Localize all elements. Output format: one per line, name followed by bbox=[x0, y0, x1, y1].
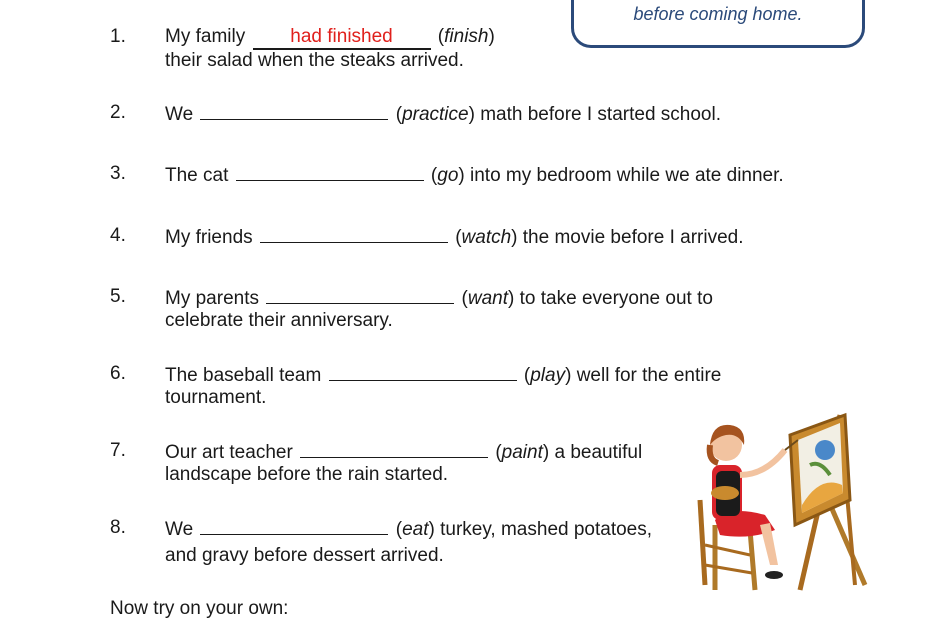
question-line: We (eat) turkey, mashed potatoes, bbox=[165, 516, 652, 542]
question-prefix: Our art teacher bbox=[165, 442, 293, 463]
question-prefix: My friends bbox=[165, 227, 253, 248]
question-prefix: My family bbox=[165, 26, 246, 47]
easel-icon bbox=[790, 415, 865, 590]
verb-hint: watch bbox=[461, 227, 512, 248]
question-continuation: tournament. bbox=[165, 387, 267, 408]
verb-hint: eat bbox=[402, 519, 429, 540]
question-continuation: celebrate their anniversary. bbox=[165, 310, 393, 331]
verb-hint: play bbox=[530, 365, 566, 386]
question-prefix: We bbox=[165, 519, 194, 540]
question-number: 4. bbox=[110, 225, 126, 246]
verb-hint: go bbox=[437, 165, 459, 186]
answer-blank[interactable] bbox=[236, 162, 424, 181]
question-line: Our art teacher (paint) a beautiful bbox=[165, 439, 642, 465]
footer-instruction: Now try on your own: bbox=[110, 598, 289, 619]
question-line: The cat (go) into my bedroom while we ate dinner. bbox=[165, 162, 784, 188]
verb-hint: practice bbox=[402, 104, 469, 125]
question-continuation: and gravy before dessert arrived. bbox=[165, 545, 444, 566]
question-suffix: the movie before I arrived. bbox=[522, 227, 744, 248]
answer-blank[interactable] bbox=[260, 224, 448, 243]
question-number: 1. bbox=[110, 26, 126, 47]
question-prefix: My parents bbox=[165, 288, 259, 309]
callout-text: before coming home. bbox=[633, 4, 803, 24]
question-line: My parents (want) to take everyone out to bbox=[165, 285, 713, 311]
answer-blank[interactable] bbox=[300, 439, 488, 458]
question-number: 2. bbox=[110, 102, 126, 123]
verb-hint: paint bbox=[501, 442, 543, 463]
question-line: My family had finished (finish) bbox=[165, 25, 495, 50]
question-suffix: well for the entire bbox=[576, 365, 722, 386]
answer-blank[interactable] bbox=[200, 101, 388, 120]
answer-blank[interactable] bbox=[200, 516, 388, 535]
question-continuation: landscape before the rain started. bbox=[165, 464, 449, 485]
question-number: 8. bbox=[110, 517, 126, 538]
question-number: 7. bbox=[110, 440, 126, 461]
question-prefix: We bbox=[165, 104, 194, 125]
example-callout-box bbox=[571, 0, 865, 48]
question-suffix: turkey, mashed potatoes, bbox=[440, 519, 653, 540]
question-line: We (practice) math before I started school. bbox=[165, 101, 721, 127]
question-suffix: into my bedroom while we ate dinner. bbox=[470, 165, 784, 186]
painter-at-easel-illustration bbox=[690, 405, 870, 595]
answer-blank[interactable] bbox=[329, 362, 517, 381]
question-continuation: their salad when the steaks arrived. bbox=[165, 50, 464, 71]
question-suffix: a beautiful bbox=[554, 442, 643, 463]
question-suffix: to take everyone out to bbox=[519, 288, 713, 309]
question-line: The baseball team (play) well for the entire bbox=[165, 362, 721, 388]
question-line: My friends (watch) the movie before I arrived. bbox=[165, 224, 744, 250]
question-prefix: The cat bbox=[165, 165, 229, 186]
question-number: 3. bbox=[110, 163, 126, 184]
verb-hint: finish bbox=[444, 26, 489, 47]
answer-blank-filled[interactable]: had finished bbox=[253, 26, 431, 50]
verb-hint: want bbox=[467, 288, 509, 309]
question-number: 5. bbox=[110, 286, 126, 307]
answer-blank[interactable] bbox=[266, 285, 454, 304]
question-number: 6. bbox=[110, 363, 126, 384]
question-prefix: The baseball team bbox=[165, 365, 322, 386]
question-suffix: math before I started school. bbox=[480, 104, 721, 125]
